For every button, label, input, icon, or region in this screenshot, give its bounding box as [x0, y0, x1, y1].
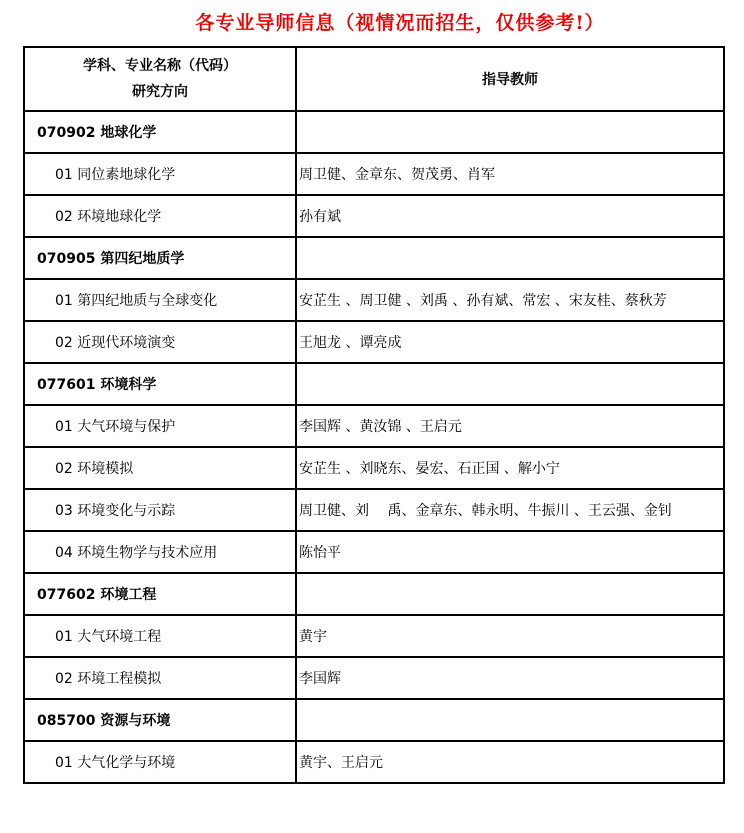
advisors-cell: 孙有斌	[296, 195, 724, 237]
direction-row	[24, 531, 724, 573]
advisors-cell: 黄宇	[296, 615, 724, 657]
advisors-cell	[296, 573, 724, 615]
subject-name-cell: 077601 环境科学	[24, 363, 296, 405]
advisors-cell	[296, 699, 724, 741]
advisors-cell: 安芷生 、周卫健 、刘禹 、孙有斌、常宏 、宋友桂、蔡秋芳	[296, 279, 724, 321]
direction-name-cell: 03 环境变化与示踪	[24, 489, 296, 531]
subject-name-cell: 070902 地球化学	[24, 111, 296, 153]
header-subject-cell	[24, 47, 296, 111]
direction-name-cell: 01 大气环境与保护	[24, 405, 296, 447]
advisors-cell: 王旭龙 、谭亮成	[296, 321, 724, 363]
header-advisor-cell	[296, 47, 724, 111]
direction-row	[24, 615, 724, 657]
advisors-cell: 周卫健、金章东、贺茂勇、肖军	[296, 153, 724, 195]
advisors-cell: 李国辉	[296, 657, 724, 699]
direction-row	[24, 279, 724, 321]
direction-name-cell: 02 环境模拟	[24, 447, 296, 489]
subject-row	[24, 363, 724, 405]
direction-name-cell: 02 环境工程模拟	[24, 657, 296, 699]
advisors-cell	[296, 363, 724, 405]
header-advisor-label: 指导教师	[482, 72, 538, 88]
subject-name-cell: 070905 第四纪地质学	[24, 237, 296, 279]
table-body	[24, 47, 724, 783]
table-header-row	[24, 47, 724, 111]
direction-row	[24, 741, 724, 783]
subject-row	[24, 237, 724, 279]
direction-row	[24, 405, 724, 447]
advisors-cell: 周卫健、刘 禹、金章东、韩永明、牛振川 、王云强、金钊	[296, 489, 724, 531]
subject-name-cell: 085700 资源与环境	[24, 699, 296, 741]
direction-name-cell: 01 同位素地球化学	[24, 153, 296, 195]
direction-name-cell: 01 第四纪地质与全球变化	[24, 279, 296, 321]
direction-name-cell: 02 环境地球化学	[24, 195, 296, 237]
direction-row	[24, 195, 724, 237]
subject-row	[24, 573, 724, 615]
direction-name-cell: 01 大气环境工程	[24, 615, 296, 657]
advisors-cell: 黄宇、王启元	[296, 741, 724, 783]
advisors-cell: 李国辉 、黄汝锦 、王启元	[296, 405, 724, 447]
direction-row	[24, 321, 724, 363]
subject-name-cell: 077602 环境工程	[24, 573, 296, 615]
direction-name-cell: 01 大气化学与环境	[24, 741, 296, 783]
direction-row	[24, 657, 724, 699]
advisors-cell	[296, 237, 724, 279]
direction-row	[24, 153, 724, 195]
header-subject-label: 学科、专业名称（代码）	[83, 58, 237, 74]
direction-row	[24, 489, 724, 531]
direction-name-cell: 04 环境生物学与技术应用	[24, 531, 296, 573]
advisors-cell: 安芷生 、刘晓东、晏宏、石正国 、解小宁	[296, 447, 724, 489]
advisors-cell: 陈怡平	[296, 531, 724, 573]
header-direction-label: 研究方向	[132, 84, 188, 100]
advisor-table	[23, 46, 725, 784]
advisors-cell	[296, 111, 724, 153]
subject-row	[24, 111, 724, 153]
page-title: 各专业导师信息（视情况而招生，仅供参考!）	[195, 12, 605, 34]
subject-row	[24, 699, 724, 741]
direction-name-cell: 02 近现代环境演变	[24, 321, 296, 363]
direction-row	[24, 447, 724, 489]
